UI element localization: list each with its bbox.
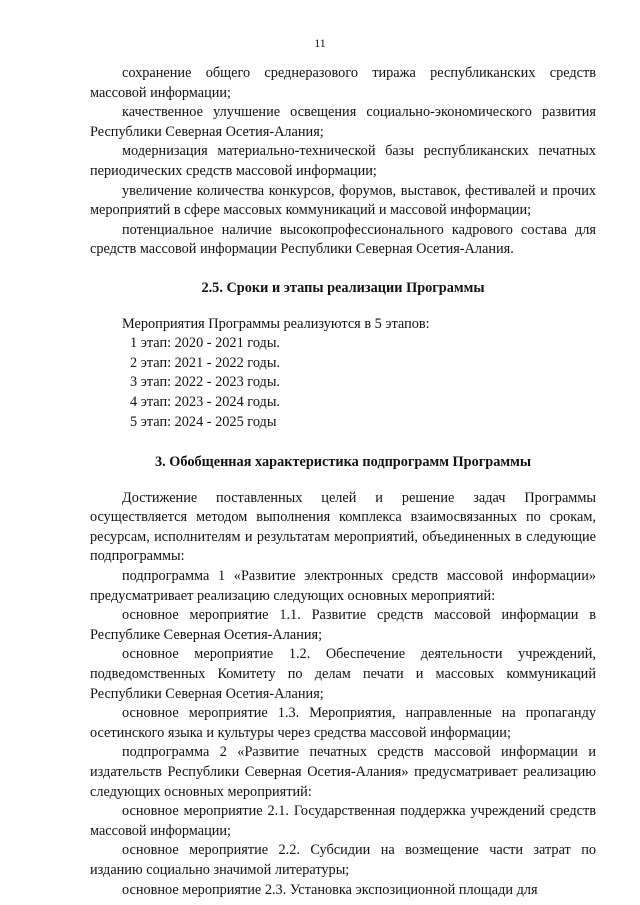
section-heading-3: 3. Обобщенная характеристика подпрограмм Программы	[154, 454, 531, 471]
section-heading-2-5: 2.5. Сроки и этапы реализации Программы	[201, 279, 485, 296]
intro-paragraph: качественное улучшение освещения социально-экономического развития Республики Северная Осетия-Алания;	[90, 104, 596, 140]
stage-item: 4 этап: 2023 - 2024 годы.	[130, 393, 281, 410]
document-body	[90, 64, 596, 900]
stage-item: 2 этап: 2021 - 2022 годы.	[130, 354, 281, 371]
intro-paragraph: потенциальное наличие высокопрофессионального кадрового состава для средств массовой информации Республики Северная Осетия-Алания.	[90, 221, 596, 258]
section-3-paragraph: основное мероприятие 2.1. Государственная поддержка учреждений средств массовой информации;	[90, 803, 596, 839]
page-number: 11	[314, 36, 326, 50]
intro-paragraph: увеличение количества конкурсов, форумов, выставок, фестивалей и прочих мероприятий в сфере массовых коммуникаций и массовой информации;	[90, 182, 596, 219]
intro-paragraph: модернизация материально-технической базы республиканских печатных периодических средств массовой информации;	[90, 143, 596, 179]
intro-paragraph: сохранение общего среднеразового тиража республиканских средств массовой информации;	[90, 65, 596, 101]
section-3-paragraph: основное мероприятие 2.3. Установка экспозиционной площади для	[122, 881, 538, 898]
section-3-paragraph: подпрограмма 2 «Развитие печатных средств массовой информации и издательств Республики Северная Осетия-Алания» предусматривает реализацию следующих основных мероприятий:	[90, 744, 596, 800]
stage-item: 1 этап: 2020 - 2021 годы.	[130, 335, 281, 352]
section-3-paragraph: основное мероприятие 1.2. Обеспечение деятельности учреждений, подведомственных Комитету по делам печати и массовых коммуникаций Республики Северная Осетия-Алания;	[90, 646, 596, 702]
stage-item: 5 этап: 2024 - 2025 годы	[130, 413, 277, 430]
stages-list	[122, 315, 596, 433]
section-3-paragraph: основное мероприятие 1.1. Развитие средств массовой информации в Республике Северная Осетия-Алания;	[90, 607, 596, 643]
stages-intro: Мероприятия Программы реализуются в 5 этапов:	[122, 315, 430, 332]
section-3-paragraph: основное мероприятие 1.3. Мероприятия, направленные на пропаганду осетинского языка и культуры через средства массовой информации;	[90, 705, 596, 741]
section-3-paragraph: подпрограмма 1 «Развитие электронных средств массовой информации» предусматривает реализацию следующих основных мероприятий:	[90, 568, 596, 604]
section-3-paragraph: Достижение поставленных целей и решение задач Программы осуществляется методом выполнения комплекса взаимосвязанных по срокам, ресурсам, исполнителям и результатам мероприятий, объединенных в следующие подпрограммы:	[90, 489, 596, 565]
section-3-paragraph: основное мероприятие 2.2. Субсидии на возмещение части затрат по изданию социально значимой литературы;	[90, 842, 596, 878]
stage-item: 3 этап: 2022 - 2023 годы.	[130, 374, 281, 391]
